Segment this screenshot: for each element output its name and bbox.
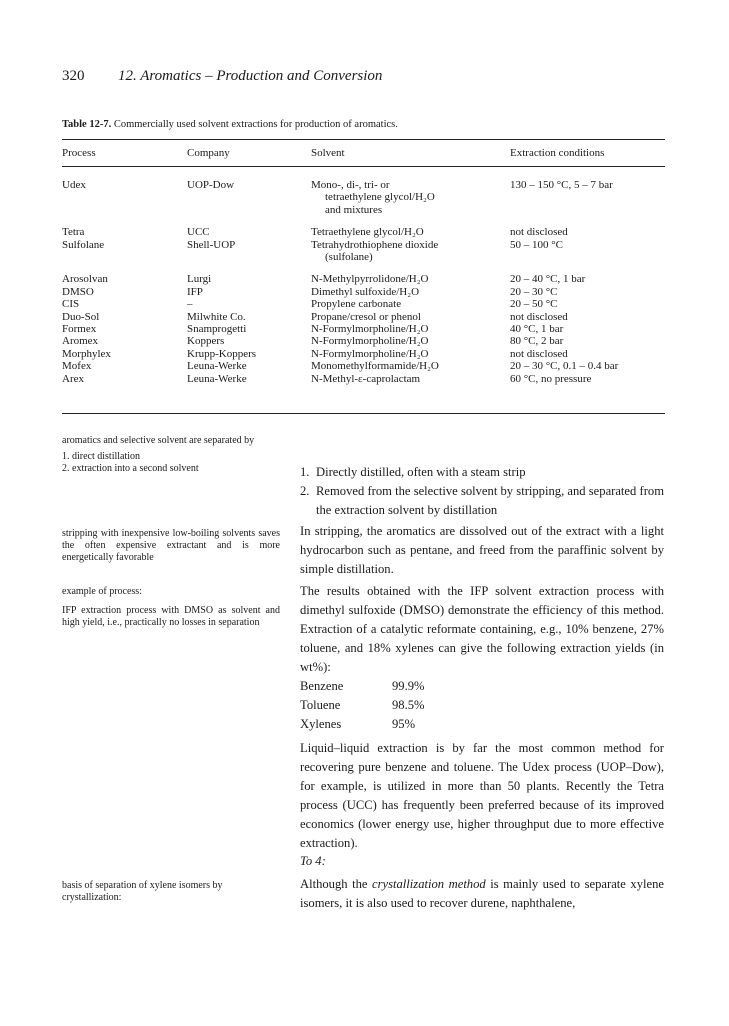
solvent-cell: Propane/cresol or phenol	[311, 310, 421, 323]
paragraph-crystallization	[300, 875, 664, 913]
company-cell: UOP-Dow	[187, 179, 235, 191]
sidenote-item: 2. extraction into a second solvent	[62, 462, 199, 474]
solvent-line: and mixtures	[325, 203, 383, 216]
table-row	[62, 298, 665, 310]
table-row	[62, 348, 665, 360]
yield-value: 95%	[392, 717, 416, 731]
process-cell: Aromex	[62, 335, 99, 348]
column-header: Solvent	[311, 147, 345, 159]
paragraph-results: The results obtained with the IFP solvent extraction process with dimethyl sulfoxide (DMSO) demonstrate the efficiency of this method. Extraction of a catalytic reformate containing, e.g., 10% benzene, 27% toluene, and 18% xylenes can give the following extraction yields (in wt%):	[300, 584, 664, 674]
yield-row	[300, 677, 425, 696]
yield-table	[300, 677, 425, 734]
table-row	[62, 311, 665, 323]
column-header: Company	[187, 147, 230, 159]
process-cell: Morphylex	[62, 347, 111, 360]
yield-name: Xylenes	[300, 717, 342, 731]
sidenote-crystallization: basis of separation of xylene isomers by crystallization:	[62, 880, 223, 903]
conditions-cell: 50 – 100 °C	[510, 238, 563, 251]
table-row	[62, 360, 665, 372]
table-row	[62, 273, 665, 285]
process-cell: Mofex	[62, 360, 92, 373]
column-header: Process	[62, 147, 96, 159]
company-cell: IFP	[187, 285, 203, 298]
list-item	[300, 463, 664, 482]
sidenote-example-label: example of process:	[62, 586, 142, 597]
running-title: 12. Aromatics – Production and Conversion	[118, 68, 383, 84]
list-number: 2.	[300, 484, 310, 498]
process-cell: Udex	[62, 179, 86, 191]
list-text: Directly distilled, often with a steam strip	[316, 465, 526, 479]
company-cell: Leuna-Werke	[187, 372, 247, 385]
company-cell: Milwhite Co.	[187, 310, 246, 323]
solvent-line: Tetrahydrothiophene dioxide	[311, 238, 439, 251]
table-row	[62, 373, 665, 385]
solvent-cell: N-Formylmorpholine/H₂O	[311, 335, 429, 348]
conditions-cell: 20 – 30 °C	[510, 285, 558, 298]
conditions-cell: 40 °C, 1 bar	[510, 323, 564, 336]
table-caption-text: Commercially used solvent extractions for production of aromatics.	[113, 119, 398, 130]
solvent-cell: Propylene carbonate	[311, 298, 402, 311]
sidenote-item: 1. direct distillation	[62, 450, 141, 462]
table-bottom-rule	[62, 413, 665, 414]
yield-name: Toluene	[300, 698, 341, 712]
company-cell: Leuna-Werke	[187, 360, 247, 373]
solvent-line: (sulfolane)	[325, 251, 373, 264]
conditions-cell: not disclosed	[510, 347, 568, 360]
solvent-line: tetraethylene glycol/H₂O	[325, 191, 435, 204]
process-cell: Arosolvan	[62, 273, 108, 286]
yield-name: Benzene	[300, 679, 344, 693]
solvent-cell: N-Methyl-ε-caprolactam	[311, 372, 421, 385]
solvent-cell	[311, 179, 510, 216]
process-cell: DMSO	[62, 285, 94, 298]
conditions-cell: 130 – 150 °C, 5 – 7 bar	[510, 179, 613, 191]
solvent-line: Mono-, di-, tri- or	[311, 179, 390, 191]
sidenote-example-text: IFP extraction process with DMSO as solvent and high yield, i.e., practically no losses in separation	[62, 605, 280, 628]
table-row	[62, 286, 665, 298]
solvent-cell	[311, 239, 510, 264]
solvent-cell: N-Formylmorpholine/H₂O	[311, 347, 429, 360]
list-text: Removed from the selective solvent by stripping, and separated from the extraction solvent by distillation	[316, 484, 664, 517]
solvent-cell: Dimethyl sulfoxide/H₂O	[311, 285, 420, 298]
para-cryst-post: is mainly used to separate xylene isomers, it is also used to recover durene, naphthalene,	[300, 877, 664, 910]
company-cell: Snamprogetti	[187, 323, 247, 336]
solvent-cell: Monomethylformamide/H₂O	[311, 360, 439, 373]
company-cell: Lurgi	[187, 273, 212, 286]
conditions-cell: 60 °C, no pressure	[510, 372, 592, 385]
process-cell: Sulfolane	[62, 238, 105, 251]
yield-value: 99.9%	[392, 679, 425, 693]
conditions-cell: 20 – 50 °C	[510, 298, 558, 311]
process-cell: Arex	[62, 372, 84, 385]
column-header: Extraction conditions	[510, 147, 605, 159]
conditions-cell: 20 – 30 °C, 0.1 – 0.4 bar	[510, 360, 619, 373]
conditions-cell: 20 – 40 °C, 1 bar	[510, 273, 586, 286]
company-cell: Koppers	[187, 335, 225, 348]
conditions-cell: 80 °C, 2 bar	[510, 335, 564, 348]
table-row	[62, 226, 665, 238]
company-cell: Shell-UOP	[187, 238, 236, 251]
table-row	[62, 239, 665, 264]
numbered-list	[300, 463, 664, 520]
table-row	[62, 179, 665, 216]
process-cell: CIS	[62, 298, 80, 311]
solvent-cell: N-Methylpyrrolidone/H₂O	[311, 273, 429, 286]
conditions-cell: not disclosed	[510, 310, 568, 323]
table-caption	[62, 119, 398, 130]
company-cell: –	[187, 298, 193, 311]
process-cell: Formex	[62, 323, 97, 336]
conditions-cell: not disclosed	[510, 226, 568, 239]
table-label: Table 12-7.	[62, 119, 112, 130]
solvent-cell: N-Formylmorpholine/H₂O	[311, 323, 429, 336]
sidenote-separation	[62, 435, 280, 474]
table-header-row	[62, 147, 665, 169]
table-top-rule	[62, 139, 665, 140]
paragraph-stripping: In stripping, the aromatics are dissolved out of the extract with a light hydrocarbon such as pentane, and freed from the paraffinic solvent by simple distillation.	[300, 524, 664, 576]
process-cell: Duo-Sol	[62, 310, 100, 323]
yield-row	[300, 715, 425, 734]
list-number: 1.	[300, 465, 310, 479]
paragraph-liquid-liquid: Liquid–liquid extraction is by far the most common method for recovering pure benzene and toluene. The Udex process (UOP–Dow), for example, is utilized in more than 50 plants. Recently the Tetra process (UCC) has frequently been preferred because of its improved economics (lower energy use, higher throughput due to more effective extraction).	[300, 741, 664, 850]
list-item	[300, 482, 664, 520]
table-row	[62, 335, 665, 347]
table-row	[62, 323, 665, 335]
para-cryst-pre: Although the	[300, 877, 373, 891]
yield-value: 98.5%	[392, 698, 425, 712]
yield-row	[300, 696, 425, 715]
sidenote-title: aromatics and selective solvent are separated by	[62, 435, 255, 446]
para-cryst-em: crystallization method	[372, 877, 486, 891]
company-cell: Krupp-Koppers	[187, 347, 257, 360]
sidenote-stripping: stripping with inexpensive low-boiling solvents saves the often expensive extractant and is more energetically favorable	[62, 528, 280, 563]
solvent-extraction-table	[62, 147, 665, 385]
process-cell: Tetra	[62, 226, 85, 239]
page-number: 320	[62, 68, 85, 84]
company-cell: UCC	[187, 226, 210, 239]
solvent-cell: Tetraethylene glycol/H₂O	[311, 226, 424, 239]
subheading-to-4: To 4:	[300, 854, 326, 868]
